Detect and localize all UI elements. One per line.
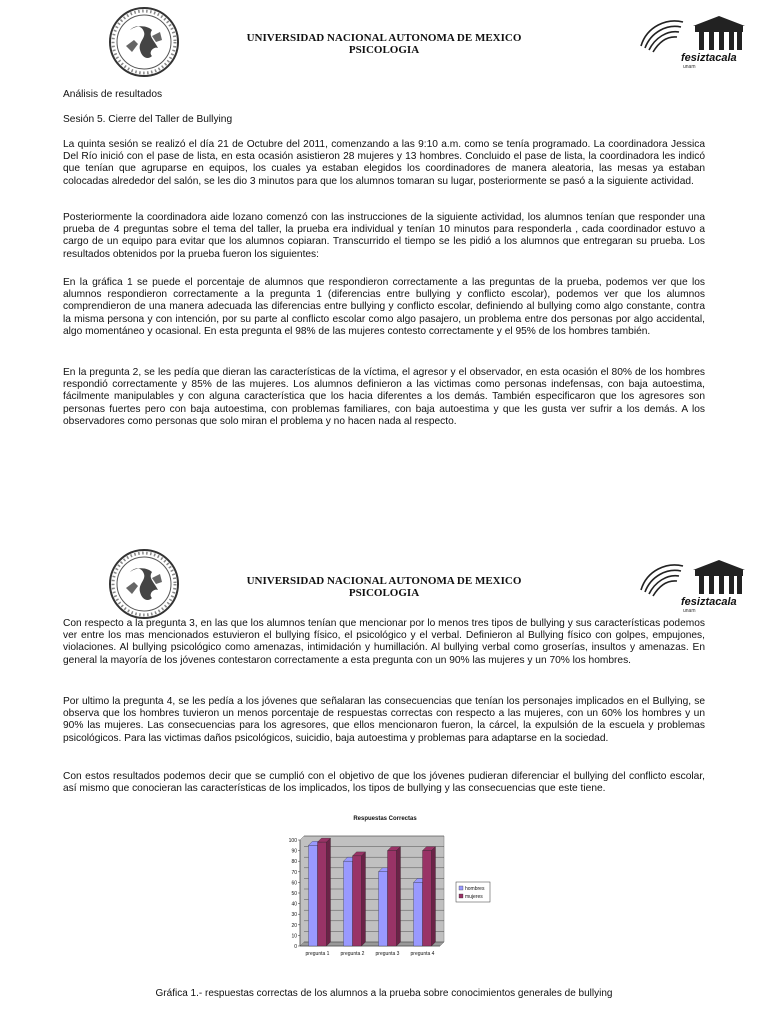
paragraph: Con respecto a la pregunta 3, en las que los alumnos tenían que mencionar por lo menos tres tipos de bullying y sus características podemos ver entre los mas mencionados estuvieron el bullying físico, el psicológico y el verbal. Definieron al Bullying físico con golpes, empujones, violaciones. Al bullying psicológico como amenazas, intimidación y humillación. Al bullying verbal como groserías, insultos y amenazas. En general la mayoría de los jóvenes contestaron correctamente a esta pregunta con un 90% las mujeres y un 70% los hombres. [63, 618, 705, 666]
paragraph: Posteriormente la coordinadora aide lozano comenzó con las instrucciones de la siguiente actividad, los alumnos tenían que responder una prueba de 4 preguntas sobre el tema del taller, la prueba era individual y tenían 10 minutos para responderla , cada coordinador estuvo a cargo de un equipo para evitar que los alumnos copiaran. Transcurrido el tiempo se les pidió a los alumnos que entregaran su prueba. Los resultados obtenidos por la prueba fueron los siguientes: [63, 212, 705, 260]
x-tick-label: pregunta 4 [410, 951, 435, 957]
paragraph: Con estos resultados podemos decir que se cumplió con el objetivo de que los jóvenes pudieran diferenciar el bullying del conflicto escolar, así mismo que conocieran las características de los implicados, los tipos de bullying y las consecuencias que este tiene. [63, 771, 705, 795]
section-heading: Análisis de resultados [63, 89, 163, 100]
bar-mujeres [318, 842, 327, 946]
y-tick-label: 60 [291, 880, 297, 887]
bar-hombres [379, 872, 388, 946]
chart-svg [270, 810, 500, 980]
bar-mujeres [388, 851, 397, 946]
bar-side [432, 847, 436, 946]
y-tick-label: 100 [288, 838, 297, 844]
paragraph: En la gráfica 1 se puede el porcentaje de alumnos que respondieron correctamente a las preguntas de la prueba, podemos ver que los alumnos respondieron correctamente a la pregunta 1 (diferencias entre bullying y conflicto escolar), podemos ver que los alumnos comprendieron de una manera adecuada las diferencias entre bullying y conflicto escolar, definiendo al bullying como algo constante, contra la misma persona y con intención, por su parte al conflicto escolar como algo pasajero, un problema entre dos personas por algo accidental, algo momentáneo y ocasional. En esta pregunta el 98% de las mujeres contesto correctamente y el 95% de los hombres también. [63, 277, 705, 337]
logo-text: fesiztacala [681, 52, 737, 64]
logo-text: fesiztacala [681, 596, 737, 608]
legend-swatch [459, 894, 463, 898]
legend-label: hombres [465, 886, 485, 892]
logo-subtext: unam [683, 64, 696, 70]
bar-side [397, 847, 401, 946]
university-name: UNIVERSIDAD NACIONAL AUTONOMA DE MEXICO [246, 32, 522, 44]
bar-mujeres [423, 851, 432, 946]
fesi-logo-icon [637, 556, 757, 614]
y-tick-label: 80 [291, 859, 297, 866]
document-page-2 [0, 540, 768, 1024]
bar-hombres [344, 861, 353, 946]
paragraph: En la pregunta 2, se les pedía que dieran las características de la víctima, el agresor y el observador, en esta ocasión el 80% de los hombres respondió correctamente y 85% de las mujeres. Los alumnos definieron a las victimas como personas indefensas, con baja autoestima, fácilmente manipulables y con alguna característica que los hacia diferentes a los demás. También especificaron que los agresores son personas fuertes pero con baja autoestima, con problemas familiares, con baja autoestima y que les gusta ver sufrir a los demás. A los observadores como personas que solo miran el problema y no hacen nada al respecto. [63, 367, 705, 427]
y-tick-label: 0 [294, 944, 297, 950]
y-tick-label: 20 [291, 922, 297, 929]
figure-caption: Gráfica 1.- respuestas correctas de los alumnos a la prueba sobre conocimientos generales de bullying [155, 988, 613, 999]
paragraph: La quinta sesión se realizó el día 21 de Octubre del 2011, comenzando a las 9:10 a.m. como se tenía programado. La coordinadora Jessica Del Río inició con el pase de lista, en esta ocasión asistieron 28 mujeres y 13 hombres. Concluido el pase de lista, la coordinadora les indicó que tenían que agruparse en equipos, los cuales ya estaban elegidos los coordinadores de manera aleatoria, las mesas ya estaban colocadas alrededor del salón, se les dio 3 minutos para que los alumnos tomaran su lugar, posteriormente se pasó a la siguiente actividad. [63, 139, 705, 187]
bar-chart [270, 810, 500, 980]
header-title-block [200, 575, 568, 599]
chart-title: Respuestas Correctas [353, 816, 417, 822]
faculty-name: PSICOLOGIA [348, 44, 420, 56]
bar-side [362, 852, 366, 946]
y-tick-label: 90 [291, 848, 297, 855]
x-tick-label: pregunta 2 [340, 951, 365, 957]
unam-seal-icon [108, 548, 180, 620]
y-tick-label: 40 [291, 901, 297, 908]
header-title-block [200, 32, 568, 56]
x-tick-label: pregunta 3 [375, 951, 400, 957]
logo-subtext: unam [683, 608, 696, 614]
bar-mujeres [353, 856, 362, 946]
session-title: Sesión 5. Cierre del Taller de Bullying [63, 114, 233, 125]
y-tick-label: 30 [291, 912, 297, 919]
paragraph: Por ultimo la pregunta 4, se les pedía a los jóvenes que señalaran las consecuencias que tenían los personajes implicados en el Bullying, se observa que los hombres tuvieron un menos porcentaje de respuestas correctas con respecto a las mujeres, con un 60% los hombres y un 90% las mujeres. Las consecuencias para los agresores, que ellos mencionaron fueron, la cárcel, la expulsión de la escuela y problemas psicológicos. Para las victimas daños psicológicos, suicidio, baja autoestima y problemas para adaptarse en la sociedad. [63, 696, 705, 744]
x-tick-label: pregunta 1 [305, 951, 330, 957]
bar-hombres [414, 882, 423, 946]
university-name: UNIVERSIDAD NACIONAL AUTONOMA DE MEXICO [246, 575, 522, 587]
y-tick-label: 70 [291, 869, 297, 876]
bar-side [327, 838, 331, 946]
legend-swatch [459, 886, 463, 890]
fesi-logo-icon [637, 12, 757, 70]
y-tick-label: 50 [291, 891, 297, 897]
faculty-name: PSICOLOGIA [348, 587, 420, 599]
bar-hombres [309, 845, 318, 946]
legend-label: mujeres [465, 894, 483, 900]
unam-seal-icon [108, 6, 180, 78]
y-tick-label: 10 [291, 933, 297, 940]
